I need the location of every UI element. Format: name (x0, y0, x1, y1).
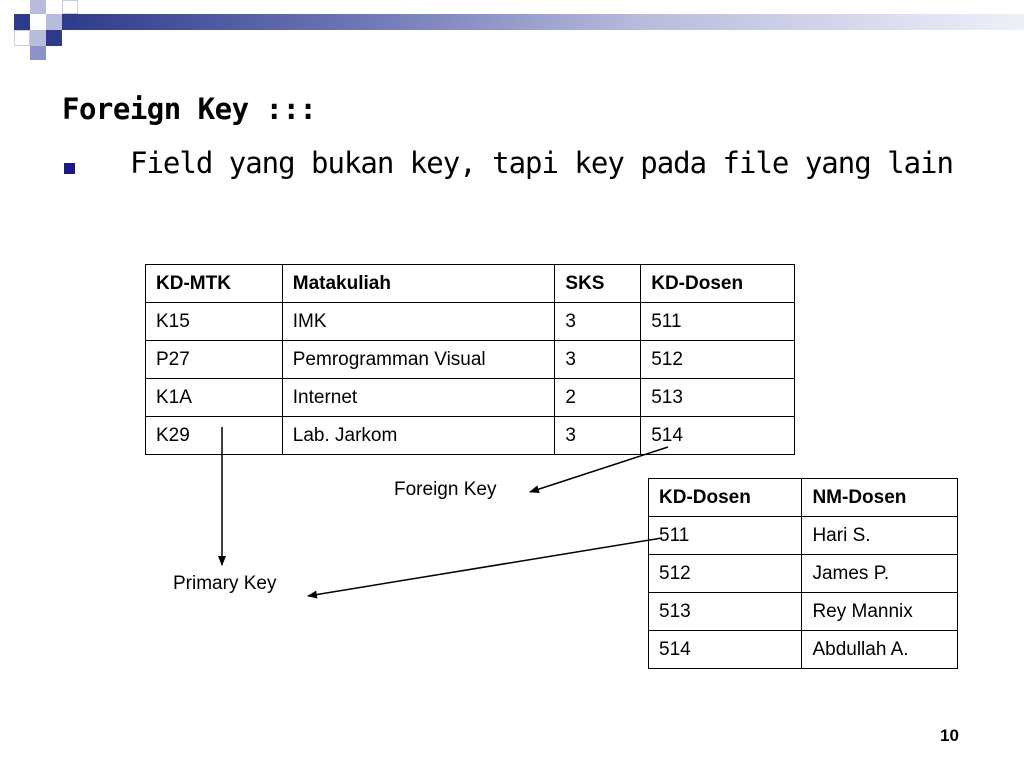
table-cell: James P. (802, 555, 958, 593)
table-cell: 512 (641, 341, 795, 379)
table-cell: 513 (649, 593, 802, 631)
table-cell: 2 (555, 379, 641, 417)
foreign-key-label: Foreign Key (394, 479, 497, 500)
header-cell: Matakuliah (282, 265, 555, 303)
header-cell: NM-Dosen (802, 479, 958, 517)
table-cell: K1A (146, 379, 283, 417)
foreign-key-arrow (530, 447, 668, 492)
table-cell: 511 (641, 303, 795, 341)
table-cell: K29 (146, 417, 283, 455)
header-cell: KD-Dosen (641, 265, 795, 303)
table-cell: IMK (282, 303, 555, 341)
primary-key-label: Primary Key (173, 573, 277, 594)
table-cell: 3 (555, 341, 641, 379)
header-cell: KD-Dosen (649, 479, 802, 517)
table-cell: Abdullah A. (802, 631, 958, 669)
table-cell: 514 (641, 417, 795, 455)
header-cell: SKS (555, 265, 641, 303)
table-cell: 513 (641, 379, 795, 417)
table-cell: 512 (649, 555, 802, 593)
table-cell: K15 (146, 303, 283, 341)
table-cell: 514 (649, 631, 802, 669)
table-cell: Pemrogramman Visual (282, 341, 555, 379)
table-cell: 511 (649, 517, 802, 555)
table-cell: 3 (555, 303, 641, 341)
table-cell: 3 (555, 417, 641, 455)
bullet-text: Field yang bukan key, tapi key pada file yang lain (130, 146, 953, 180)
table-cell: Internet (282, 379, 555, 417)
table-cell: P27 (146, 341, 283, 379)
page-number: 10 (940, 726, 959, 745)
table-cell: Lab. Jarkom (282, 417, 555, 455)
slide-title: Foreign Key ::: (62, 92, 317, 126)
table-cell: Hari S. (802, 517, 958, 555)
header-cell: KD-MTK (146, 265, 283, 303)
table-cell: Rey Mannix (802, 593, 958, 631)
primary-key-arrow (308, 538, 662, 596)
